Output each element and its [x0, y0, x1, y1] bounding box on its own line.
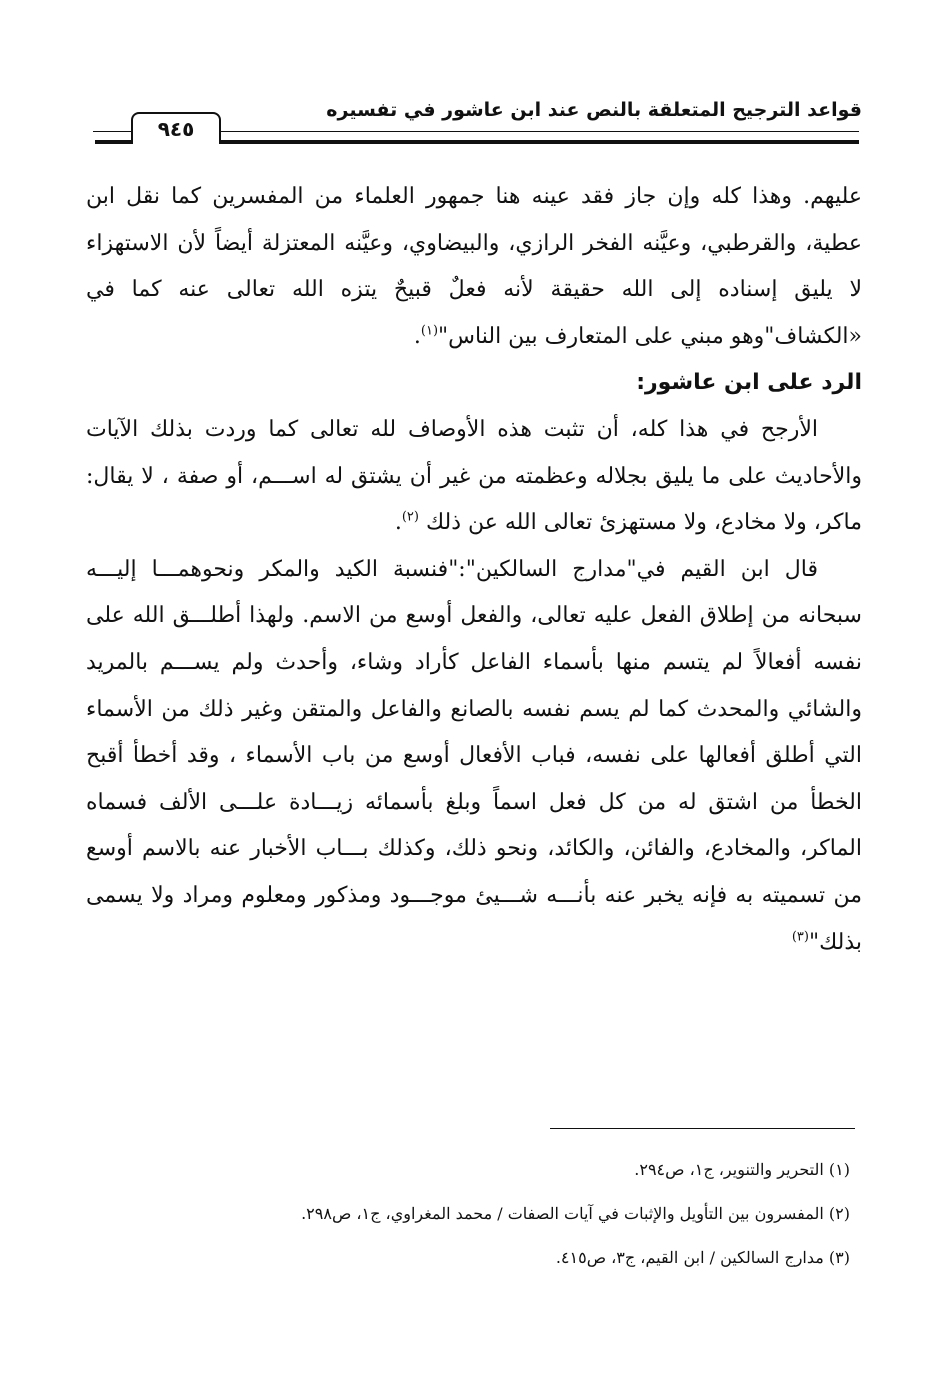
paragraph-text: الأرجح في هذا كله، أن تثبت هذه الأوصاف لله تعالى كما وردت بذلك الآيات والأحاديث على ما يليق بجلاله وعظمته من غير أن يشتق له اســـم، أو صفة ، لا يقال: ماكر، ولا مخادع، ولا مستهزئ تعالى الله عن ذلك [86, 416, 862, 536]
footnote-ref[interactable]: (٢) [401, 509, 419, 525]
paragraph [86, 407, 862, 547]
main-text [86, 174, 862, 966]
footnotes [150, 1148, 850, 1280]
paragraph [86, 174, 862, 360]
paragraph-text: عليهم. وهذا كله وإن جاز فقد عينه هنا جمهور العلماء من المفسرين كما نقل ابن عطية، والقرطبي، وعيَّنه الفخر الرازي، والبيضاوي، وعيَّنه المعتزلة أيضاً لأن الاستهزاء لا يليق إسناده إلى الله حقيقة لأنه فعلٌ قبيحٌ يتزه الله تعالى عنه كما في «الكشاف"وهو مبني على المتعارف بين الناس" [86, 184, 862, 349]
footnote-item: (١) التحرير والتنوير، ج١، ص٢٩٤. [634, 1160, 850, 1179]
paragraph [86, 547, 862, 966]
footnote-item: (٢) المفسرون بين التأويل والإثبات في آيات الصفات / محمد المغراوي، ج١، ص٢٩٨. [301, 1204, 850, 1223]
section-heading: الرد على ابن عاشور: [636, 370, 862, 396]
footnote-ref[interactable]: (٣) [791, 929, 809, 945]
footnote-item: (٣) مدارج السالكين / ابن القيم، ج٣، ص٤١٥. [555, 1248, 850, 1267]
footnote-ref[interactable]: (١) [420, 323, 439, 339]
page-number: ٩٤٥ [131, 112, 221, 144]
paragraph-end: . [394, 510, 402, 536]
paragraph-text: قال ابن القيم في"مدارج السالكين":"فنسبة الكيد والمكر ونحوهمـــا إليـــه سبحانه من إطلاق الفعل عليه تعالى، والفعل أوسع من الاسم. ولهذا أطلـــق الله على نفسه أفعالاً لم يتسم منها بأسماء الفاعل كأراد وشاء، وأحدث ولم يســـم بالمريد والشائي والمحدث كما لم يسم نفسه بالصانع والفاعل والمتقن وغير ذلك من الأسماء التي أطلق أفعالها على نفسه، فباب الأفعال أوسع من باب الأسماء ، وقد أخطأ أقبح الخطأ من اشتق له من كل فعل اسماً وبلغ بأسمائه زيـــادة علـــى الألف فسماه الماكر، والمخادع، والفائن، والكائد، ونحو ذلك، وكذلك بـــاب الأخبار عنه بالاسم أوسع من تسميته به فإنه يخبر عنه بأنـــه شـــيئ موجـــود ومذكور ومعلوم ومراد ولا يسمى بذلك" [86, 556, 862, 955]
paragraph-end: . [413, 323, 421, 349]
running-header-title: قواعد الترجيح المتعلقة بالنص عند ابن عاشور في تفسيره [326, 99, 862, 121]
footnote-separator [550, 1128, 855, 1129]
